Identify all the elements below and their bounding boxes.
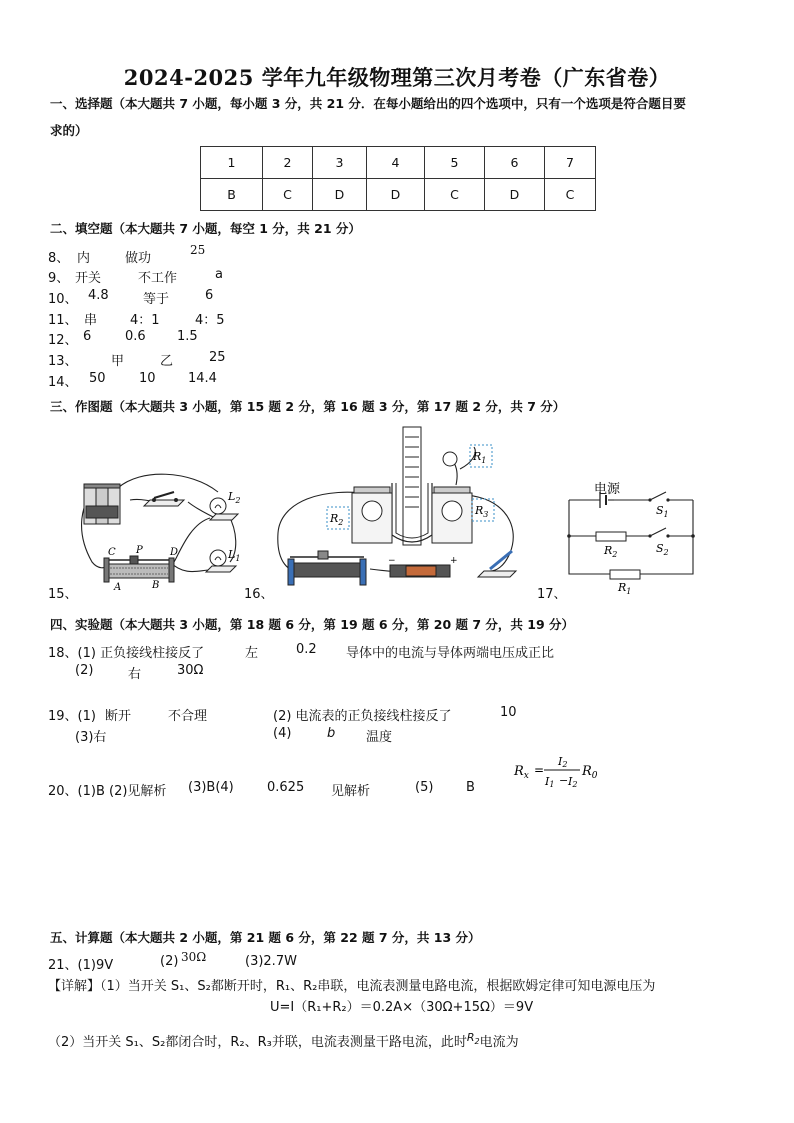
answer-text: (3)B(4): [188, 780, 234, 795]
answer-number: 11、: [48, 313, 78, 328]
answer-value: 6: [205, 288, 214, 303]
answer-number: 13、: [48, 354, 78, 369]
label-l1: $L_1$: [228, 548, 241, 563]
answer-text: 20、(1)B (2)见解析: [48, 784, 167, 799]
section5-heading: 五、计算题（本大题共 2 小题，第 21 题 6 分，第 22 题 7 分，共 13 分）: [50, 930, 481, 945]
detail-text: 【详解】（1）当开关 S₁、S₂都断开时，R₁、R₂串联，电流表测量电路电流，根据欧姆定律可知电源电压为: [48, 979, 656, 994]
answer-text: 0.625: [267, 780, 305, 795]
answer-text: b: [327, 726, 336, 741]
answer-value: 乙: [160, 354, 174, 369]
label-b: B: [152, 580, 160, 591]
detail-text-part: （2）当开关 S₁、S₂都闭合时，R₂、R₃并联，电流表测量干路电流，此时: [48, 1035, 467, 1050]
battery-icon: [84, 484, 120, 524]
rheostat-icon: [104, 556, 174, 582]
resistor-r2-icon: [596, 532, 626, 541]
label-s1: $S_1$: [656, 504, 669, 519]
label-r3: $R_3$: [475, 504, 489, 519]
label-d: D: [170, 547, 179, 558]
answer-value: 做功: [125, 251, 152, 266]
question-number: 15、: [48, 587, 78, 602]
answer-value: 甲: [111, 354, 125, 369]
detail-equation: U=I（R₁+R₂）＝0.2A×（30Ω+15Ω）＝9V: [270, 1000, 534, 1015]
figure-15-circuit: [70, 462, 245, 594]
answer-text: (3)右: [75, 730, 107, 745]
svg-text:−: −: [559, 774, 569, 787]
table-cell: 1: [201, 147, 263, 179]
question-number: 16、: [244, 587, 274, 602]
rheostat-icon: [288, 551, 366, 585]
resistor-r1-icon: [443, 452, 457, 466]
svg-text:R0: $R_0$: [582, 764, 598, 781]
answer-table: [200, 146, 596, 211]
answer-value: 等于: [143, 292, 170, 307]
answer-value: 50: [89, 371, 106, 386]
label-c: C: [108, 547, 116, 558]
switch-icon: [478, 551, 516, 577]
answer-value: 25: [209, 350, 226, 365]
answer-text: 30Ω: [181, 950, 207, 964]
label-p: P: [136, 545, 143, 556]
detail-text: [48, 1031, 519, 1051]
answer-text: 18、(1) 正负接线柱接反了: [48, 646, 205, 661]
answer-value: 开关: [75, 271, 102, 286]
answer-value: 14.4: [188, 371, 217, 386]
battery-icon: [388, 556, 458, 577]
label-s2: $S_2$: [656, 542, 669, 557]
answer-table-answers-row: [201, 179, 596, 211]
answer-number: 10、: [48, 292, 78, 307]
label-r1: $R_1$: [618, 581, 632, 596]
answer-text: (2) 电流表的正负接线柱接反了: [273, 709, 452, 724]
answer-value: 串: [84, 313, 98, 328]
answer-text: (4): [273, 726, 292, 741]
table-cell: C: [545, 179, 596, 211]
answer-text: 左: [245, 646, 259, 661]
table-cell: 5: [425, 147, 485, 179]
table-cell: B: [201, 179, 263, 211]
answer-text: 导体中的电流与导体两端电压成正比: [346, 646, 555, 661]
answer-text: (2): [160, 954, 179, 969]
table-cell: C: [263, 179, 313, 211]
svg-text:=: =: [534, 763, 545, 777]
question-number: 17、: [537, 587, 567, 602]
section2-heading: 二、填空题（本大题共 7 小题，每空 1 分，共 21 分）: [50, 221, 361, 236]
svg-text:I2: I2: [568, 775, 578, 789]
label-l2: $L_2$: [228, 490, 241, 505]
container-right-icon: [432, 487, 472, 543]
u-tube-icon: [392, 427, 432, 545]
answer-value: 25: [190, 243, 206, 257]
answer-text: (2): [75, 663, 94, 678]
answer-number: 12、: [48, 333, 78, 348]
figure-16-apparatus: [260, 423, 530, 595]
container-left-icon: [352, 487, 392, 543]
table-cell: 6: [485, 147, 545, 179]
section1-heading-cont: 求的）: [50, 123, 88, 138]
answer-value: 不工作: [138, 271, 178, 286]
svg-text:−: −: [388, 556, 396, 566]
svg-text:+: +: [450, 556, 458, 566]
answer-text: 30Ω: [177, 663, 204, 678]
answer-value: 1.5: [177, 329, 198, 344]
section3-heading: 三、作图题（本大题共 3 小题，第 15 题 2 分，第 16 题 3 分，第 17 题 2 分，共 7 分）: [50, 399, 566, 414]
page-title: 2024-2025 学年九年级物理第三次月考卷（广东省卷）: [123, 65, 671, 90]
answer-text: (5): [415, 780, 434, 795]
answer-value: 10: [139, 371, 156, 386]
answer-text: 0.2: [296, 642, 317, 657]
detail-text-part: 电流为: [479, 1035, 519, 1050]
answer-value: 4：5: [195, 313, 225, 328]
answer-text: 见解析: [331, 784, 371, 799]
answer-text: 19、(1): [48, 709, 96, 724]
answer-text: 断开: [105, 709, 132, 724]
svg-text:I1: I1: [545, 775, 555, 789]
answer-value: a: [215, 267, 223, 282]
table-cell: C: [425, 179, 485, 211]
label-r2: $R_2$: [604, 544, 618, 559]
table-cell: 3: [313, 147, 367, 179]
switch-icon: [144, 492, 184, 506]
answer-table-numbers-row: [201, 147, 596, 179]
formula-rx: [512, 752, 602, 792]
table-cell: 7: [545, 147, 596, 179]
answer-number: 9、: [48, 271, 70, 286]
svg-text:Rx: $R_x$: [514, 764, 529, 781]
answer-value: 0.6: [125, 329, 146, 344]
section4-heading: 四、实验题（本大题共 3 小题，第 18 题 6 分，第 19 题 6 分，第 20 题 7 分，共 19 分）: [50, 617, 575, 632]
label-a: A: [114, 582, 122, 593]
answer-text: B: [466, 780, 475, 795]
label-power-source: 电源: [594, 482, 621, 497]
table-cell: D: [367, 179, 425, 211]
answer-number: 8、: [48, 251, 70, 266]
answer-text: 10: [500, 705, 517, 720]
label-r2: $R_2$: [330, 512, 344, 527]
table-cell: D: [313, 179, 367, 211]
answer-text: 不合理: [168, 709, 208, 724]
table-cell: 2: [263, 147, 313, 179]
table-cell: 4: [367, 147, 425, 179]
answer-value: 4：1: [130, 313, 160, 328]
answer-text: 21、(1)9V: [48, 958, 114, 973]
section1-heading: 一、选择题（本大题共 7 小题，每小题 3 分，共 21 分．在每小题给出的四个选项中，只有一个选项是符合题目要: [50, 96, 686, 111]
figure-17-schematic: [560, 478, 700, 596]
answer-value: 6: [83, 329, 92, 344]
answer-text: 右: [128, 667, 142, 682]
answer-text: 温度: [366, 730, 393, 745]
label-r1: $R_1$: [473, 450, 487, 465]
detail-symbol: R2: [466, 1031, 480, 1047]
answer-value: 4.8: [88, 288, 109, 303]
answer-number: 14、: [48, 375, 78, 390]
svg-text:I2: I2: [558, 755, 568, 769]
table-cell: D: [485, 179, 545, 211]
resistor-r1-icon: [610, 570, 640, 579]
answer-text: (3)2.7W: [245, 954, 297, 969]
answer-value: 内: [77, 251, 91, 266]
